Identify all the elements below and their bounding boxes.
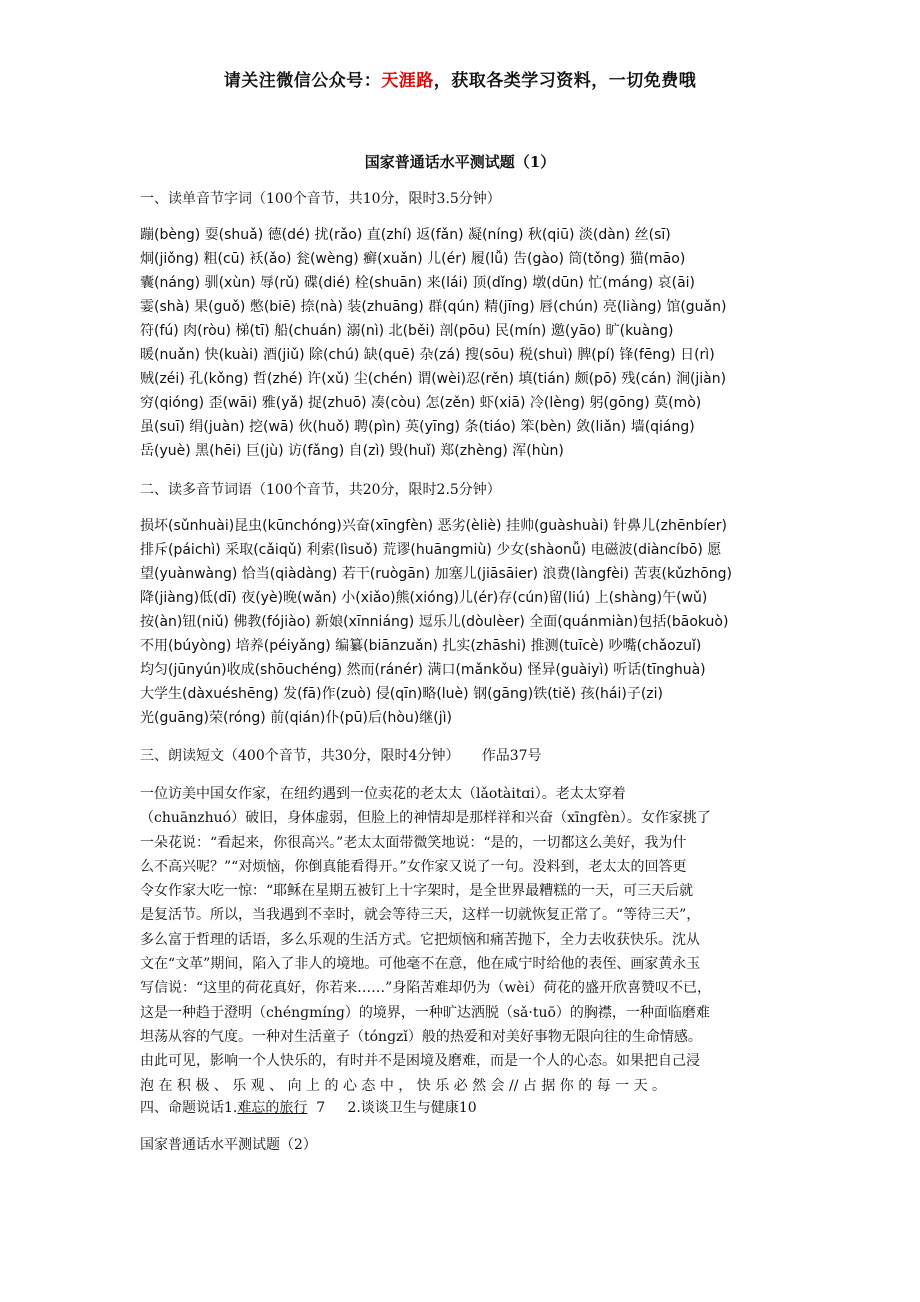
section1-line: 虽(suī) 绢(juàn) 挖(wā) 伙(huǒ) 聘(pìn) 英(yīng) 条(tiáo) 笨(bèn) 敛(liǎn) 墙(qiáng) [140,419,695,435]
wechat-notice [0,66,920,91]
section1-heading: 一、读单音节字词（100个音节，共10分，限时3.5分钟） [140,191,501,207]
passage-line: 一朵花说：“看起来，你很高兴。”老太太面带微笑地说：“是的，一切都这么美好，我为什 [140,834,687,851]
notice-prefix: 请关注微信公众号： [223,71,382,91]
section1-line: 蹦(bèng) 耍(shuǎ) 德(dé) 扰(rǎo) 直(zhí) 返(fǎn) 凝(níng) 秋(qiū) 淡(dàn) 丝(sī) [140,227,671,243]
test1-title: 国家普通话水平测试题（1） [364,153,556,171]
passage-line: 泡 在 积 极 、 乐 观 、 向 上 的 心 态 中 ， 快 乐 必 然 会 // 占 据 你 的 每 一 天 。 [140,1077,667,1094]
section1-line: 岳(yuè) 黑(hēi) 巨(jù) 访(fǎng) 自(zì) 毁(huǐ) 郑(zhèng) 浑(hùn) [140,443,564,459]
section1-line: 贼(zéi) 孔(kǒng) 哲(zhé) 许(xǔ) 尘(chén) 谓(wèi)忍(rěn) 填(tián) 颇(pō) 残(cán) 涧(jiàn) [140,371,727,387]
section1-line: 符(fú) 肉(ròu) 梯(tī) 船(chuán) 溺(nì) 北(běi) 剖(pōu) 民(mín) 邀(yāo) 旷(kuàng) [140,323,674,339]
topic2-title: 2.谈谈卫生与健康 [347,1100,459,1116]
passage-line: 么不高兴呢？”“对烦恼，你倒真能看得开。”女作家又说了一句。没料到，老太太的回答更 [140,858,687,875]
section1-line: 穷(qióng) 歪(wāi) 雅(yǎ) 捉(zhuō) 凑(còu) 怎(zěn) 虾(xiā) 冷(lèng) 躬(gōng) 莫(mò) [140,395,702,411]
reading-passage [140,782,790,1098]
passage-line: 这是一种趋于澄明（chénɡmínɡ）的境界，一种旷达洒脱（sǎ·tuō）的胸襟，一种面临磨难 [140,1004,710,1021]
passage-line: 坦荡从容的气度。一种对生活童子（tónɡzǐ）般的热爱和对美好事物无限向往的生命情感。 [140,1028,702,1045]
passage-line: 写信说：“这里的荷花真好，你若来……”身陷苦难却仍为（wèi）荷花的盛开欣喜赞叹不已， [140,980,712,997]
section2-line: 按(àn)钮(niǔ) 佛教(fójiào) 新娘(xīnniáng) 逗乐儿(dòulèer) 全面(quánmiàn)包括(bāokuò) [140,614,729,630]
passage-line: （chuānzhuó）破旧，身体虚弱，但脸上的神情却是那样祥和兴奋（xīnɡfèn）。女作家挑了 [140,810,711,827]
section4-topics [140,1097,477,1117]
section2-heading: 二、读多音节词语（100个音节，共20分，限时2.5分钟） [140,482,501,498]
section1-line: 暖(nuǎn) 快(kuài) 酒(jiǔ) 除(chú) 缺(quē) 杂(zá) 搜(sōu) 税(shuì) 脾(pí) 锋(fēng) 日(rì) [140,347,715,363]
section2-line: 均匀(jūnyún)收成(shōuchéng) 然而(ránér) 满口(mǎnkǒu) 怪异(guàiyì) 听话(tīnghuà) [140,662,706,678]
topic2-score: 10 [458,1100,477,1116]
section2-line: 光(guāng)荣(róng) 前(qián)仆(pū)后(hòu)继(jì) [140,710,452,726]
passage-line: 令女作家大吃一惊：“耶稣在星期五被钉上十字架时，是全世界最糟糕的一天，可三天后就 [140,883,694,900]
passage-line: 多么富于哲理的话语，多么乐观的生活方式。它把烦恼和痛苦抛下，全力去收获快乐。沈从 [140,931,700,948]
notice-account-name: 天涯路 [381,71,434,91]
section2-line: 损坏(sǔnhuài)昆虫(kūnchóng)兴奋(xīngfèn) 恶劣(èliè) 挂帅(guàshuài) 针鼻儿(zhēnbíer) [140,518,727,534]
topic1-title: 难忘的旅行 [237,1100,308,1116]
passage-line: 一位访美中国女作家，在纽约遇到一位卖花的老太太（lǎotàitɑi）。老太太穿着 [140,786,626,802]
section1-line: 炯(jiǒng) 粗(cū) 袄(ǎo) 瓮(wèng) 癣(xuǎn) 儿(ér) 履(lǚ) 告(gào) 筒(tǒng) 猫(māo) [140,251,686,267]
passage-line: 由此可见，影响一个人快乐的，有时并不是困境及磨难，而是一个人的心态。如果把自己浸 [140,1053,700,1070]
notice-suffix: ，获取各类学习资料，一切免费哦 [433,71,697,91]
section2-line: 望(yuànwàng) 恰当(qiàdàng) 若干(ruògān) 加塞儿(jiāsāier) 浪费(làngfèi) 苦衷(kǔzhōng) [140,566,732,582]
section2-line: 降(jiàng)低(dī) 夜(yè)晚(wǎn) 小(xiǎo)熊(xióng)儿(ér)存(cún)留(liú) 上(shàng)午(wǔ) [140,590,708,606]
section1-line: 霎(shà) 果(guǒ) 憋(biē) 捺(nà) 装(zhuāng) 群(qún) 精(jīng) 唇(chún) 亮(liàng) 馆(guǎn) [140,299,727,315]
topic1-score: 7 [316,1100,326,1116]
section2-line: 大学生(dàxuéshēng) 发(fā)作(zuò) 侵(qīn)略(luè) 钢(gāng)铁(tiě) 孩(hái)子(zi) [140,686,664,702]
passage-line: 是复活节。所以，当我遇到不幸时，就会等待三天，这样一切就恢复正常了。“等待三天”， [140,907,701,924]
section1-word-list [140,223,790,463]
section2-line: 不用(búyòng) 培养(péiyǎng) 编纂(biānzuǎn) 扎实(zhāshi) 推测(tuīcè) 吵嘴(chǎozuǐ) [140,638,702,654]
section4-prefix: 四、命题说话1. [140,1100,238,1116]
section2-line: 排斥(páichì) 采取(cǎiqǔ) 利索(lìsuǒ) 荒谬(huāngmiù) 少女(shàonǚ) 电磁波(diàncíbō) 愿 [140,542,722,558]
test2-title: 国家普通话水平测试题（2） [140,1137,317,1153]
passage-line: 文在“文革”期间，陷入了非人的境地。可他毫不在意，他在咸宁时给他的表侄、画家黄永玉 [140,956,701,973]
section1-line: 囊(náng) 驯(xùn) 辱(rǔ) 碟(dié) 栓(shuān) 来(lái) 顶(dǐng) 墩(dūn) 忙(máng) 哀(āi) [140,275,696,291]
section3-heading [140,745,542,765]
section3-heading-text: 三、朗读短文（400个音节，共30分，限时4分钟） [140,748,460,764]
section3-work-number: 作品37号 [481,748,542,764]
section2-word-list [140,514,790,730]
